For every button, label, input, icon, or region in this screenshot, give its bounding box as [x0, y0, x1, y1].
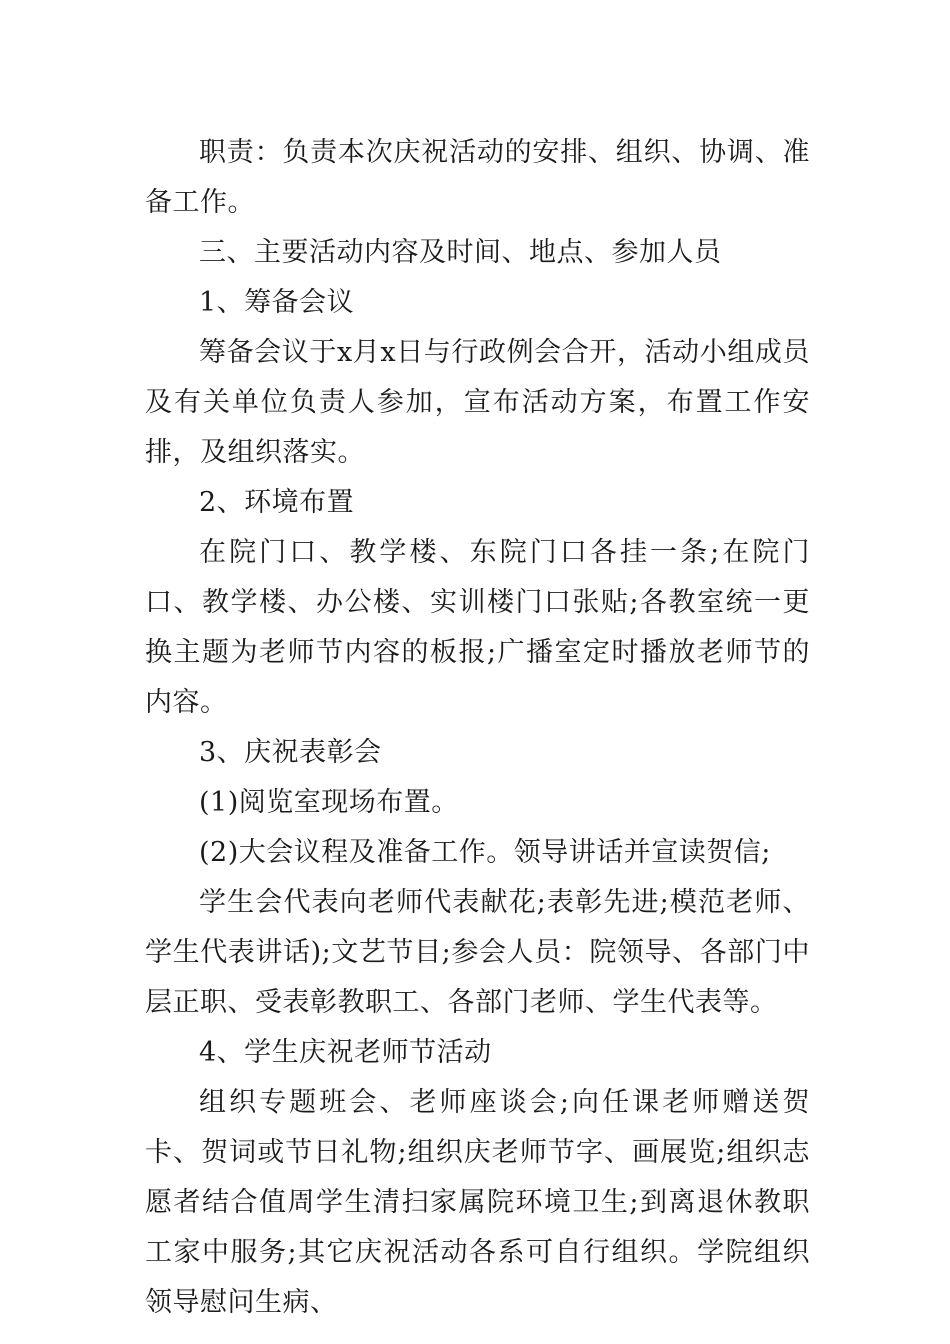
paragraph-student-activities: 组织专题班会、老师座谈会;向任课老师赠送贺卡、贺词或节日礼物;组织庆老师节字、画展览;组织志愿者结合值周学生清扫家属院环境卫生;到离退休教职工家中服务;其它庆祝活动各系可自行组织。学院组织领导慰问生病、: [145, 1087, 810, 1318]
paragraph-preparatory-meeting: 筹备会议于x月x日与行政例会合开，活动小组成员及有关单位负责人参加，宣布活动方案，布置工作安排，及组织落实。: [145, 337, 810, 468]
subheading-celebration-ceremony: 3、庆祝表彰会: [199, 737, 382, 768]
list-item-reading-room: (1)阅览室现场布置。: [199, 787, 459, 818]
list-item-agenda: (2)大会议程及准备工作。领导讲话并宣读贺信;: [199, 837, 771, 868]
subheading-environment-setup: 2、环境布置: [199, 487, 355, 518]
paragraph-environment-setup: 在院门口、教学楼、东院门口各挂一条;在院门口、教学楼、办公楼、实训楼门口张贴;各教室统一更换主题为老师节内容的板报;广播室定时播放老师节的内容。: [145, 537, 810, 718]
paragraph-ceremony-details: 学生会代表向老师代表献花;表彰先进;模范老师、学生代表讲话);文艺节目;参会人员：院领导、各部门中层正职、受表彰教职工、各部门老师、学生代表等。: [145, 887, 810, 1018]
section-heading-main-activities: 三、主要活动内容及时间、地点、参加人员: [199, 237, 722, 268]
document-body: [145, 128, 810, 1328]
paragraph-duties: 职责：负责本次庆祝活动的安排、组织、协调、准备工作。: [145, 137, 810, 218]
subheading-student-activities: 4、学生庆祝老师节活动: [199, 1037, 492, 1068]
subheading-preparatory-meeting: 1、筹备会议: [199, 287, 355, 318]
